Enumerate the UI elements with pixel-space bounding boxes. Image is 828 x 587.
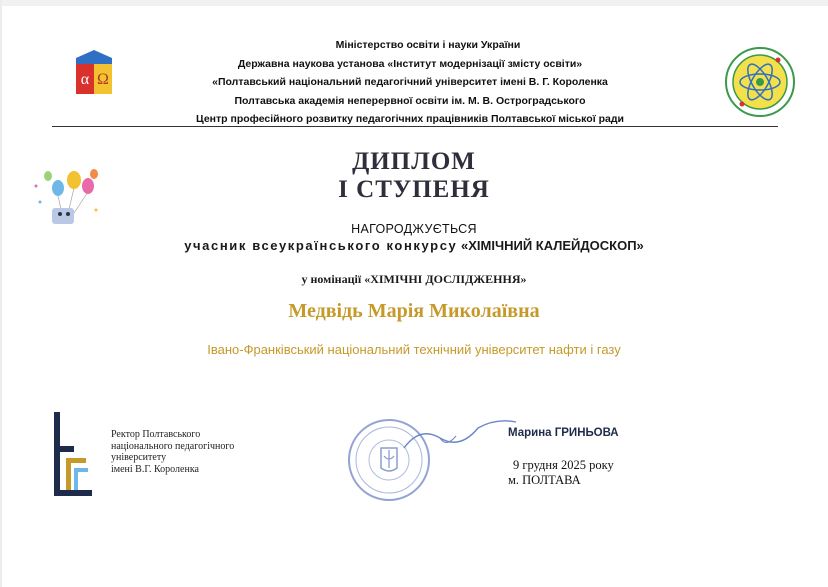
- issue-city: м. ПОЛТАВА: [508, 473, 581, 487]
- header-divider: [52, 126, 778, 127]
- svg-text:α: α: [80, 71, 90, 88]
- page-left-border: [0, 0, 2, 587]
- svg-text:Ω: Ω: [97, 71, 109, 88]
- signatory-title-line: імені В.Г. Короленка: [111, 463, 199, 475]
- nomination-name: «ХІМІЧНІ ДОСЛІДЖЕННЯ»: [364, 272, 527, 286]
- university-logo: [52, 412, 94, 496]
- participant-line: [0, 238, 828, 253]
- institute-line: Державна наукова установа «Інститут модернізації змісту освіти»: [237, 57, 583, 70]
- contest-name: «ХІМІЧНИЙ КАЛЕЙДОСКОП»: [461, 238, 644, 253]
- signatory-title-line: університету: [111, 452, 167, 463]
- recipient-name: Медвідь Марія Миколаївна: [288, 300, 540, 322]
- university-line: «Полтавський національний педагогічний університет імені В. Г. Короленка: [212, 76, 608, 88]
- center-line: Центр професійного розвитку педагогічних працівників Полтавської міської ради: [196, 113, 624, 125]
- issue-date: 9 грудня 2025 року: [513, 458, 614, 472]
- signatory-title-line: Ректор Полтавського: [111, 429, 201, 440]
- issuer-header: [150, 36, 670, 129]
- alpha-omega-logo: [76, 50, 112, 94]
- signatory-title-line: національного педагогічного: [111, 440, 235, 452]
- recipient-institution: Івано-Франківський національний технічний університет нафти і газу: [207, 342, 621, 357]
- ministry-line: Міністерство освіти і науки України: [335, 39, 521, 51]
- signatory-title: [111, 429, 261, 475]
- page-top-border: [0, 0, 828, 6]
- signatory-name: Марина ГРИНЬОВА: [508, 427, 619, 439]
- chemistry-emblem-logo: [724, 46, 796, 118]
- signature-scribble: [400, 408, 520, 458]
- academy-line: Полтавська академія неперервної освіти ім. М. В. Остроградського: [234, 94, 586, 107]
- diploma-degree: І СТУПЕНЯ: [338, 176, 490, 203]
- nomination-line: [0, 272, 828, 287]
- diploma-title: ДИПЛОМ: [352, 148, 476, 175]
- awarded-label: НАГОРОДЖУЄТЬСЯ: [351, 222, 477, 236]
- nomination-prefix: у номінації: [301, 272, 362, 286]
- participant-prefix: учасник всеукраїнського конкурсу: [184, 238, 458, 253]
